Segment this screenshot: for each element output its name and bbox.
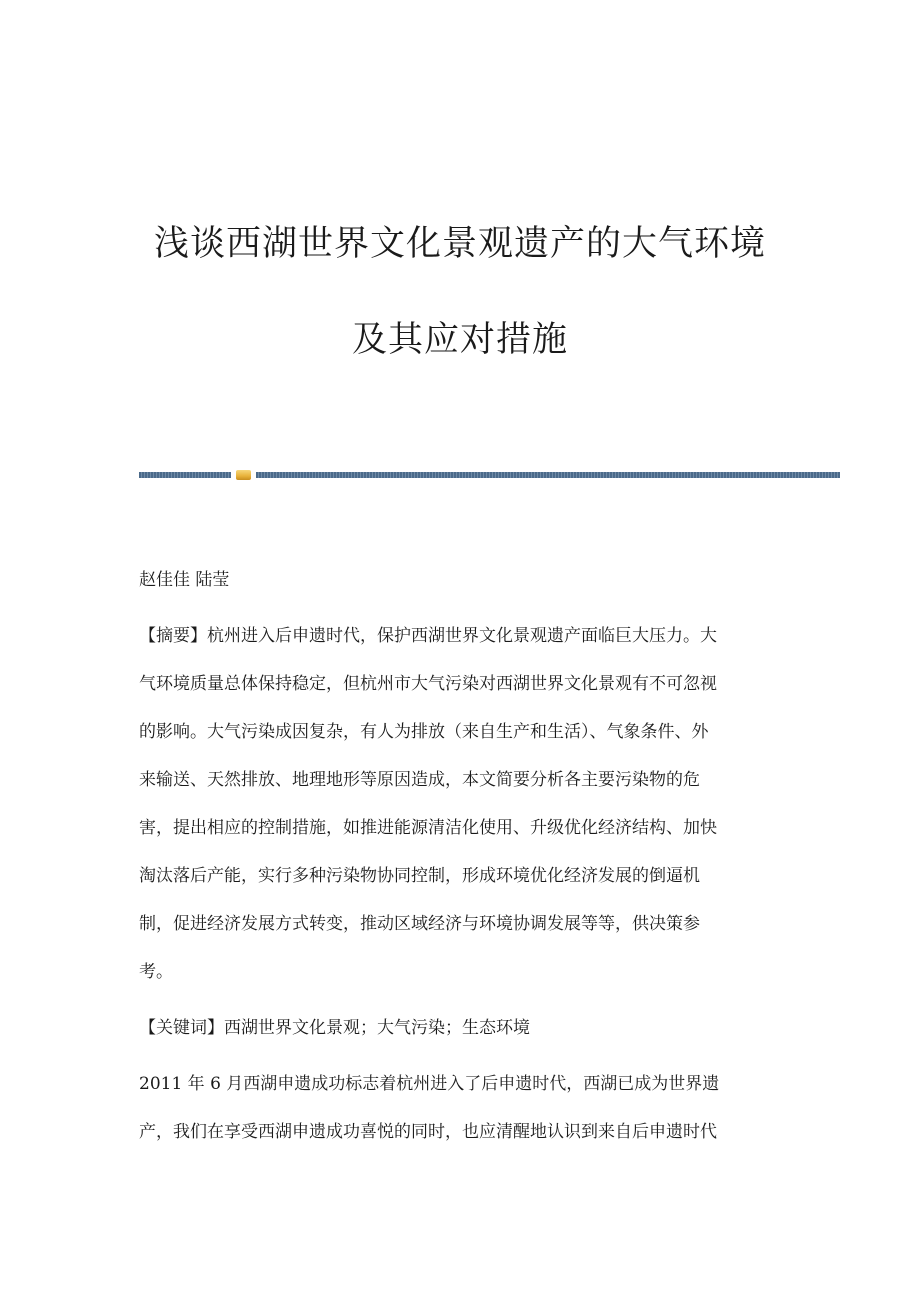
abstract [139,620,779,1004]
document-title-line-1: 浅谈西湖世界文化景观遗产的大气环境 [153,224,766,264]
abstract-line: 来输送、天然排放、地理地形等原因造成，本文简要分析各主要污染物的危 [139,770,700,790]
abstract-line: 制，促进经济发展方式转变，推动区域经济与环境协调发展等等，供决策参 [139,914,700,934]
body-paragraph [139,1068,779,1164]
divider-bar-left [139,472,231,478]
title-divider [139,470,840,480]
keywords: 【关键词】西湖世界文化景观；大气污染；生态环境 [139,1018,530,1038]
body-line: 2011 年 6 月西湖申遗成功标志着杭州进入了后申遗时代，西湖已成为世界遗 [139,1074,720,1094]
abstract-line: 考。 [139,962,173,982]
divider-ornament-icon [236,470,251,480]
abstract-line: 淘汰落后产能，实行多种污染物协同控制，形成环境优化经济发展的倒逼机 [139,866,700,886]
abstract-line: 【摘要】杭州进入后申遗时代，保护西湖世界文化景观遗产面临巨大压力。大 [139,626,717,646]
abstract-line: 害，提出相应的控制措施，如推进能源清洁化使用、升级优化经济结构、加快 [139,818,717,838]
document-title-line-2: 及其应对措施 [351,320,568,360]
abstract-line: 的影响。大气污染成因复杂，有人为排放（来自生产和生活）、气象条件、外 [139,722,709,742]
authors: 赵佳佳 陆莹 [139,570,230,590]
abstract-line: 气环境质量总体保持稳定，但杭州市大气污染对西湖世界文化景观有不可忽视 [139,674,717,694]
body-line: 产，我们在享受西湖申遗成功喜悦的同时，也应清醒地认识到来自后申遗时代 [139,1122,717,1142]
divider-bar-right [256,472,840,478]
